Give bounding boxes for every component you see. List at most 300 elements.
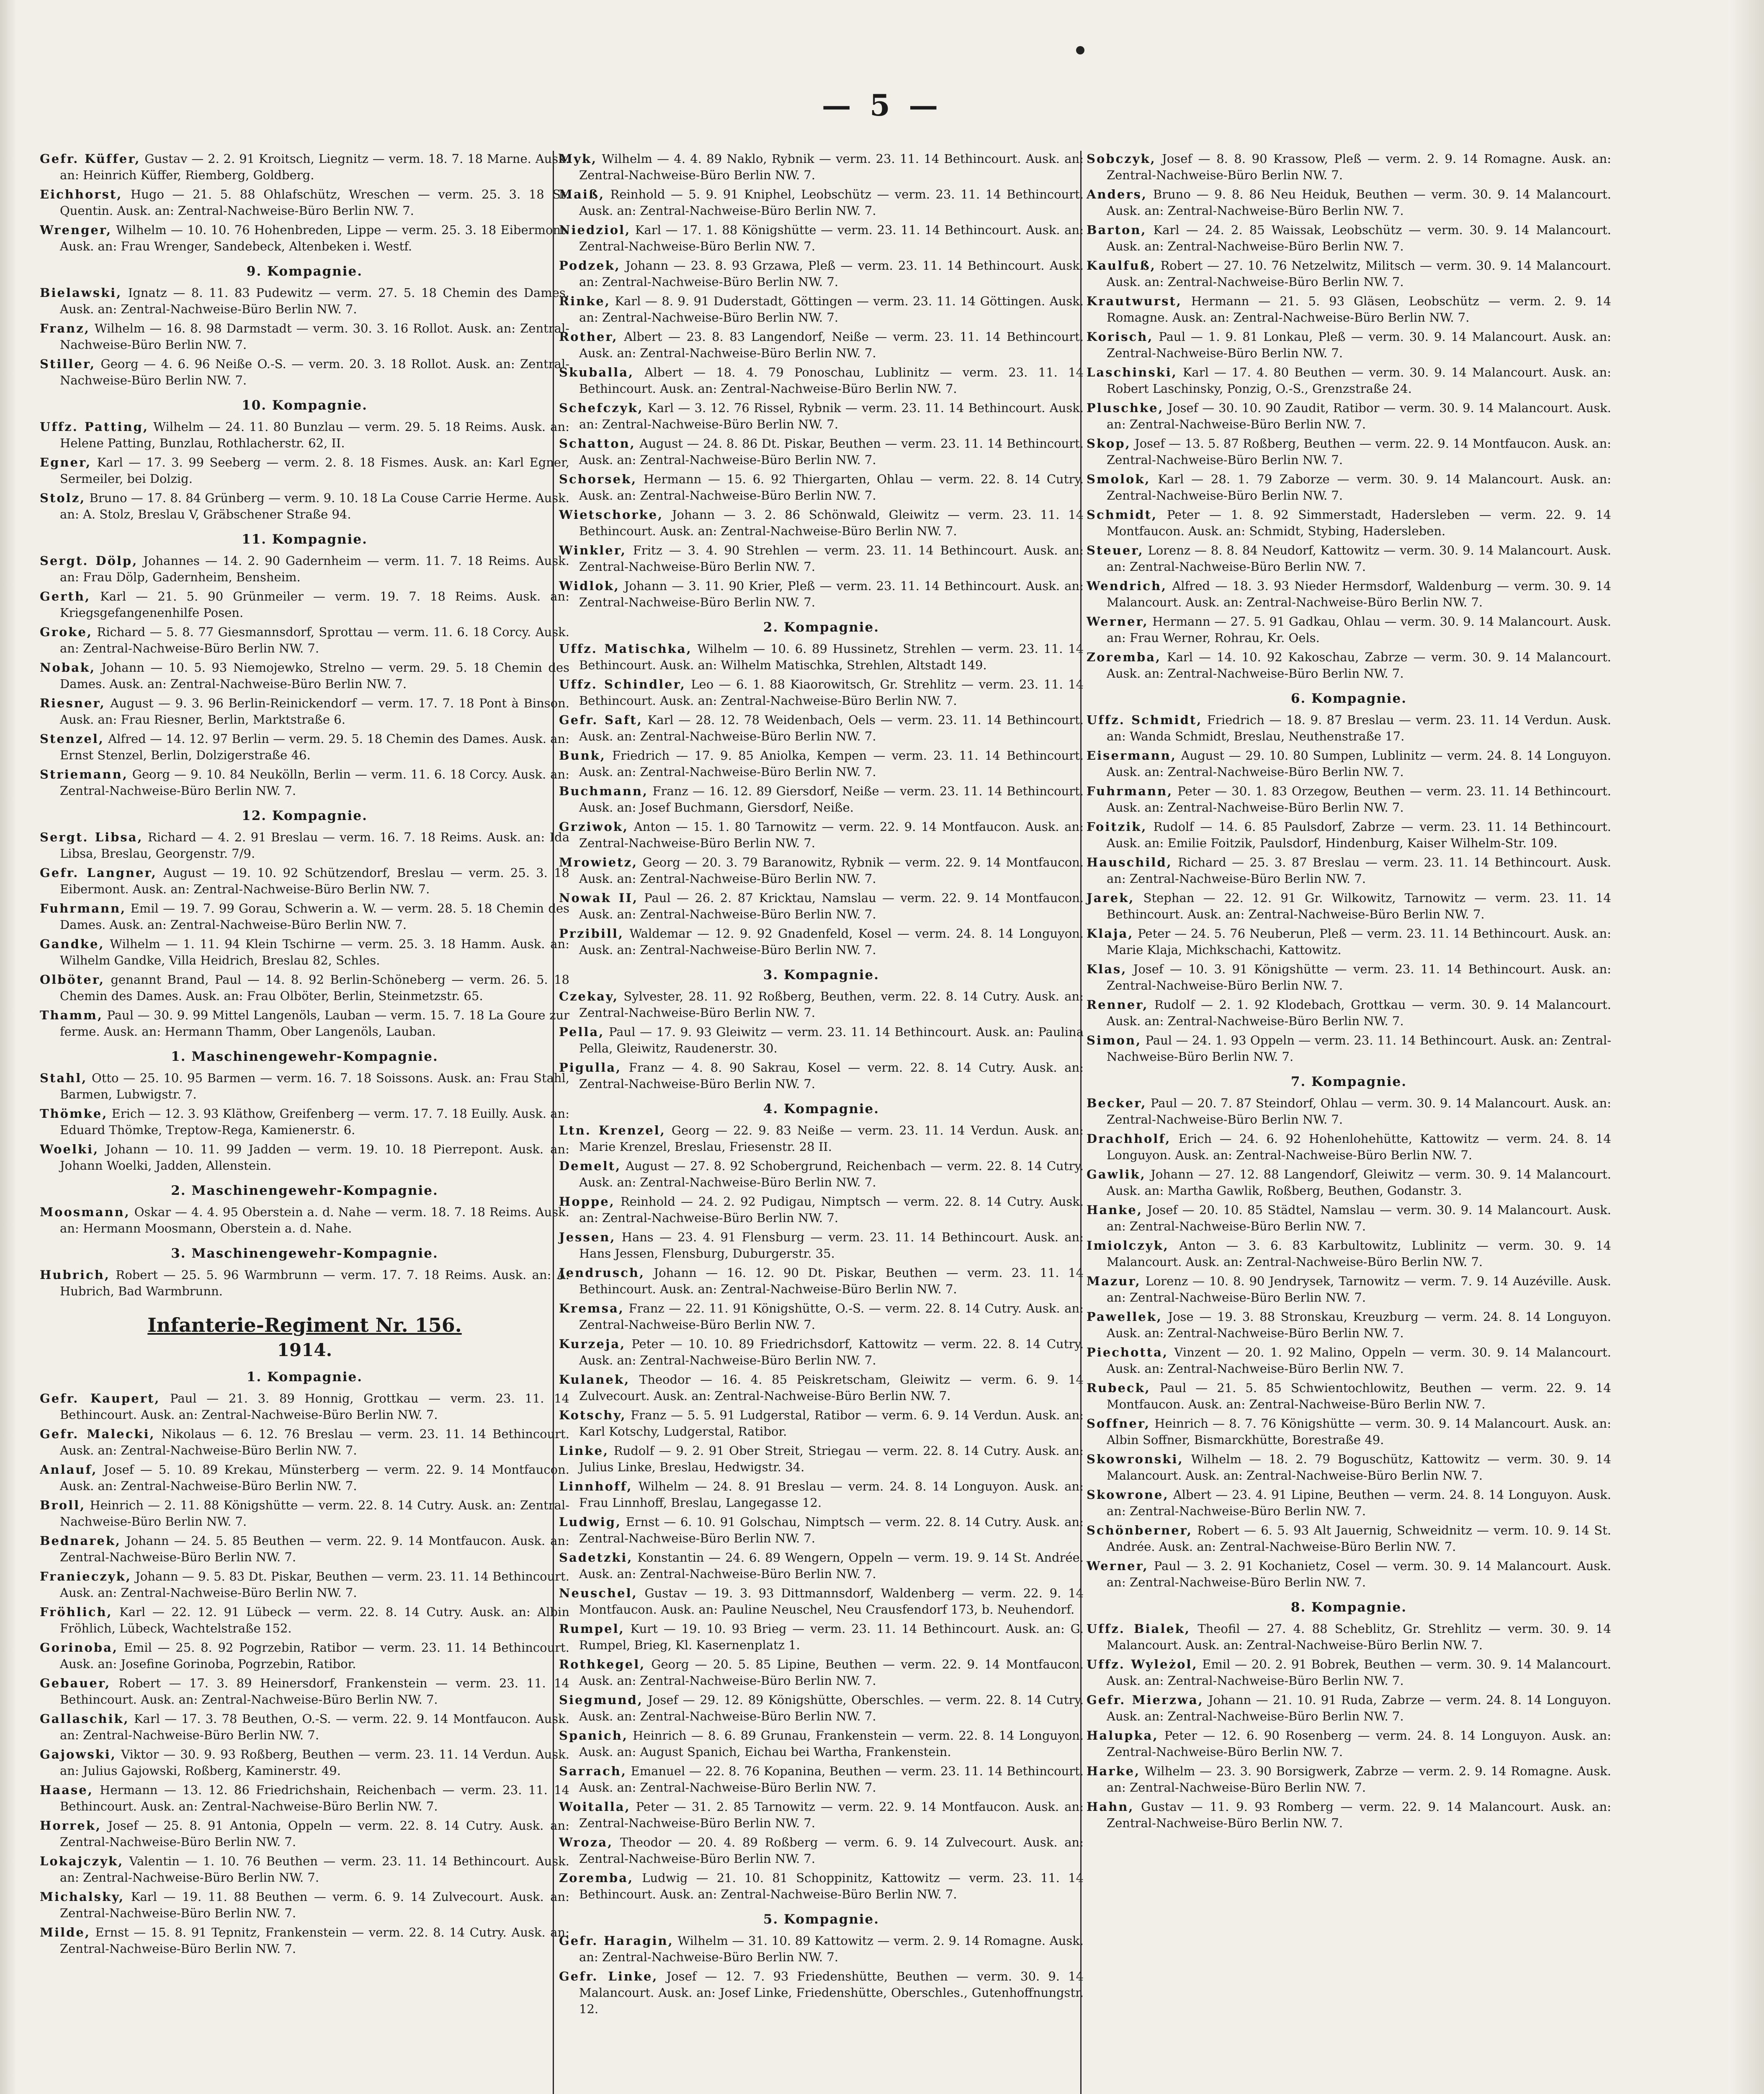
entry-name: Przibill,: [559, 926, 624, 941]
entry-name: Michalsky,: [40, 1890, 125, 1904]
entry-details: Gustav — 2. 2. 91 Kroitsch, Liegnitz — verm. 18. 7. 18 Marne. Ausk. an: Heinrich Küffer, Riemberg, Goldberg.: [60, 152, 569, 182]
list-entry: [40, 186, 569, 219]
list-entry: [559, 364, 1084, 397]
entry-details: Johannes — 14. 2. 90 Gadernheim — verm. 11. 7. 18 Reims. Ausk. an: Frau Dölp, Gadernheim, Bensheim.: [60, 554, 569, 584]
entry-details: Lorenz — 8. 8. 84 Neudorf, Kattowitz — verm. 30. 9. 14 Malancourt. Ausk. an: Zentral-Nachweise-Büro Berlin NW. 7.: [1107, 543, 1611, 574]
list-entry: [40, 1568, 569, 1601]
entry-name: Klaja,: [1087, 926, 1134, 941]
list-entry: [40, 695, 569, 728]
list-entry: [40, 1390, 569, 1423]
list-entry: [559, 1300, 1084, 1333]
entry-name: Pluschke,: [1087, 401, 1164, 415]
entry-details: Karl — 3. 12. 76 Rissel, Rybnik — verm. 23. 11. 14 Bethincourt. Ausk. an: Zentral-Nachweise-Büro Berlin NW. 7.: [579, 401, 1084, 431]
list-entry: [1087, 329, 1611, 361]
entry-details: Georg — 22. 9. 83 Neiße — verm. 23. 11. 14 Verdun. Ausk. an: Marie Krenzel, Breslau, Friesenstr. 28 II.: [579, 1123, 1084, 1154]
entry-details: Josef — 13. 5. 87 Roßberg, Beuthen — verm. 22. 9. 14 Montfaucon. Ausk. an: Zentral-Nachweise-Büro Berlin NW. 7.: [1107, 436, 1611, 467]
list-entry: [559, 1728, 1084, 1760]
list-entry: [559, 1443, 1084, 1475]
entry-details: Johann — 21. 10. 91 Ruda, Zabrze — verm. 24. 8. 14 Longuyon. Ausk. an: Zentral-Nachweise-Büro Berlin NW. 7.: [1107, 1693, 1611, 1723]
entry-name: Linke,: [559, 1444, 609, 1458]
list-entry: [40, 972, 569, 1004]
list-entry: [40, 1675, 569, 1708]
list-entry: [559, 1372, 1084, 1404]
entry-name: Sergt. Dölp,: [40, 554, 138, 568]
entry-details: Franz — 16. 12. 89 Giersdorf, Neiße — verm. 23. 11. 14 Bethincourt. Ausk. an: Josef Buchmann, Giersdorf, Neiße.: [579, 784, 1084, 815]
company-heading: 10. Kompagnie.: [242, 398, 368, 413]
list-entry: [559, 258, 1084, 290]
list-entry: [40, 1426, 569, 1459]
entry-details: Friedrich — 17. 9. 85 Aniolka, Kempen — verm. 23. 11. 14 Bethincourt. Ausk. an: Zentral-Nachweise-Büro Berlin NW. 7.: [579, 748, 1084, 779]
entry-details: Josef — 25. 8. 91 Antonia, Oppeln — verm. 22. 8. 14 Cutry. Ausk. an: Zentral-Nachweise-Büro Berlin NW. 7.: [60, 1818, 569, 1849]
entry-name: Harke,: [1087, 1764, 1141, 1778]
entry-name: Mrowietz,: [559, 855, 638, 869]
entry-details: Albert — 23. 4. 91 Lipine, Beuthen — verm. 24. 8. 14 Longuyon. Ausk. an: Zentral-Nachweise-Büro Berlin NW. 7.: [1107, 1488, 1611, 1518]
list-entry: [1087, 258, 1611, 290]
entry-name: Buchmann,: [559, 784, 649, 798]
entry-details: Hermann — 15. 6. 92 Thiergarten, Ohlau — verm. 22. 8. 14 Cutry. Ausk. an: Zentral-Nachweise-Büro Berlin NW. 7.: [579, 472, 1084, 503]
list-entry: [40, 285, 569, 317]
entry-name: Woelki,: [40, 1142, 99, 1156]
list-entry: [559, 748, 1084, 780]
entry-name: Gajowski,: [40, 1747, 116, 1761]
entry-details: Franz — 4. 8. 90 Sakrau, Kosel — verm. 22. 8. 14 Cutry. Ausk. an: Zentral-Nachweise-Büro Berlin NW. 7.: [579, 1060, 1084, 1091]
entry-details: Albert — 23. 8. 83 Langendorf, Neiße — verm. 23. 11. 14 Bethincourt. Ausk. an: Zentral-Nachweise-Büro Berlin NW. 7.: [579, 330, 1084, 360]
entry-details: Hans — 23. 4. 91 Flensburg — verm. 23. 11. 14 Bethincourt. Ausk. an: Hans Jessen, Flensburg, Duburgerstr. 35.: [579, 1230, 1084, 1261]
list-entry: [1087, 712, 1611, 745]
entry-details: Fritz — 3. 4. 90 Strehlen — verm. 23. 11. 14 Bethincourt. Ausk. an: Zentral-Nachweise-Büro Berlin NW. 7.: [579, 543, 1084, 574]
entry-name: Rinke,: [559, 294, 610, 308]
entry-details: Johann — 9. 5. 83 Dt. Piskar, Beuthen — verm. 23. 11. 14 Bethincourt. Ausk. an: Zentral-Nachweise-Büro Berlin NW. 7.: [60, 1569, 569, 1600]
list-entry: [559, 819, 1084, 851]
list-entry: [1087, 507, 1611, 539]
entry-name: Striemann,: [40, 767, 128, 781]
list-entry: [559, 1550, 1084, 1582]
list-entry: [1087, 748, 1611, 780]
list-entry: [1087, 997, 1611, 1029]
entry-name: Bunk,: [559, 748, 606, 763]
entry-name: Spanich,: [559, 1728, 628, 1743]
entry-details: Paul — 21. 5. 85 Schwientochlowitz, Beuthen — verm. 22. 9. 14 Montfaucon. Ausk. an: Zentral-Nachweise-Büro Berlin NW. 7.: [1107, 1381, 1611, 1411]
company-heading: 3. Kompagnie.: [763, 967, 880, 983]
entry-details: Paul — 3. 2. 91 Kochanietz, Cosel — verm. 30. 9. 14 Malancourt. Ausk. an: Zentral-Nachweise-Büro Berlin NW. 7.: [1107, 1559, 1611, 1589]
entry-details: Konstantin — 24. 6. 89 Wengern, Oppeln — verm. 19. 9. 14 St. Andrée. Ausk. an: Zentral-Nachweise-Büro Berlin NW. 7.: [579, 1550, 1084, 1581]
entry-name: Laschinski,: [1087, 365, 1177, 379]
entry-details: Reinhold — 24. 2. 92 Pudigau, Nimptsch — verm. 22. 8. 14 Cutry. Ausk. an: Zentral-Nachweise-Büro Berlin NW. 7.: [579, 1194, 1084, 1225]
entry-name: Sobczyk,: [1087, 152, 1156, 166]
entry-details: Oskar — 4. 4. 95 Oberstein a. d. Nahe — verm. 18. 7. 18 Reims. Ausk. an: Hermann Moosmann, Oberstein a. d. Nahe.: [60, 1205, 569, 1235]
entry-name: Neuschel,: [559, 1586, 638, 1600]
entry-name: Jarek,: [1087, 891, 1135, 905]
entry-details: Johann — 23. 8. 93 Grzawa, Pleß — verm. 23. 11. 14 Bethincourt. Ausk. an: Zentral-Nachweise-Büro Berlin NW. 7.: [579, 258, 1084, 289]
entry-details: Peter — 30. 1. 83 Orzegow, Beuthen — verm. 23. 11. 14 Bethincourt. Ausk. an: Zentral-Nachweise-Büro Berlin NW. 7.: [1107, 784, 1611, 815]
entry-name: Niedziol,: [559, 223, 631, 237]
list-entry: [559, 676, 1084, 709]
entry-name: Groke,: [40, 625, 93, 639]
list-entry: [1087, 471, 1611, 504]
entry-name: Gefr. Linke,: [559, 1969, 658, 1983]
entry-name: Thamm,: [40, 1008, 103, 1022]
entry-details: Franz — 22. 11. 91 Königshütte, O.-S. — verm. 22. 8. 14 Cutry. Ausk. an: Zentral-Nachweise-Büro Berlin NW. 7.: [579, 1301, 1084, 1332]
entry-details: Karl — 24. 2. 85 Waissak, Leobschütz — verm. 30. 9. 14 Malancourt. Ausk. an: Zentral-Nachweise-Büro Berlin NW. 7.: [1107, 223, 1611, 253]
entry-details: Peter — 12. 6. 90 Rosenberg — verm. 24. 8. 14 Longuyon. Ausk. an: Zentral-Nachweise-Büro Berlin NW. 7.: [1107, 1728, 1611, 1759]
entry-details: Peter — 10. 10. 89 Friedrichsdorf, Kattowitz — verm. 22. 8. 14 Cutry. Ausk. an: Zentral-Nachweise-Büro Berlin NW. 7.: [579, 1337, 1084, 1367]
list-entry: [40, 766, 569, 799]
list-entry: [559, 926, 1084, 958]
entry-details: Alfred — 14. 12. 97 Berlin — verm. 29. 5. 18 Chemin des Dames. Ausk. an: Ernst Stenzel, Berlin, Dolzigerstraße 46.: [60, 732, 569, 762]
entry-details: Peter — 1. 8. 92 Simmerstadt, Hadersleben — verm. 22. 9. 14 Montfaucon. Ausk. an: Schmidt, Stybing, Hadersleben.: [1107, 508, 1611, 538]
entry-name: Schorsek,: [559, 472, 637, 486]
entry-details: August — 29. 10. 80 Sumpen, Lublinitz — verm. 24. 8. 14 Longuyon. Ausk. an: Zentral-Nachweise-Büro Berlin NW. 7.: [1107, 748, 1611, 779]
entry-name: Linnhoff,: [559, 1479, 633, 1493]
entry-details: Robert — 25. 5. 96 Warmbrunn — verm. 17. 7. 18 Reims. Ausk. an: A. Hubrich, Bad Warmbrunn.: [60, 1268, 569, 1298]
list-entry: [559, 854, 1084, 887]
list-entry: [1087, 1522, 1611, 1555]
entry-details: Emil — 20. 2. 91 Bobrek, Beuthen — verm. 30. 9. 14 Malancourt. Ausk. an: Zentral-Nachweise-Büro Berlin NW. 7.: [1107, 1657, 1611, 1688]
list-entry: [559, 712, 1084, 745]
entry-name: Schefczyk,: [559, 401, 644, 415]
list-entry: [1087, 578, 1611, 611]
entry-details: Johann — 27. 12. 88 Langendorf, Gleiwitz — verm. 30. 9. 14 Malancourt. Ausk. an: Martha Gawlik, Roßberg, Beuthen, Godanstr. 3.: [1107, 1167, 1611, 1198]
entry-details: Paul — 21. 3. 89 Honnig, Grottkau — verm. 23. 11. 14 Bethincourt. Ausk. an: Zentral-Nachweise-Büro Berlin NW. 7.: [60, 1391, 569, 1422]
list-entry: [40, 660, 569, 692]
entry-name: Demelt,: [559, 1159, 621, 1173]
list-entry: [40, 1782, 569, 1815]
list-entry: [1087, 819, 1611, 851]
entry-details: Bruno — 9. 8. 86 Neu Heiduk, Beuthen — verm. 30. 9. 14 Malancourt. Ausk. an: Zentral-Nachweise-Büro Berlin NW. 7.: [1107, 187, 1611, 218]
entry-name: Uffz. Schmidt,: [1087, 713, 1203, 727]
list-entry: [1087, 1558, 1611, 1591]
entry-details: Josef — 29. 12. 89 Königshütte, Oberschles. — verm. 22. 8. 14 Cutry. Ausk. an: Zentral-Nachweise-Büro Berlin NW. 7.: [579, 1693, 1084, 1723]
entry-name: Klas,: [1087, 962, 1127, 976]
entry-name: Milde,: [40, 1925, 90, 1939]
entry-details: Johann — 16. 12. 90 Dt. Piskar, Beuthen — verm. 23. 11. 14 Bethincourt. Ausk. an: Zentral-Nachweise-Büro Berlin NW. 7.: [579, 1266, 1084, 1296]
entry-name: Steuer,: [1087, 543, 1144, 557]
entry-name: Stiller,: [40, 357, 96, 371]
entry-details: Nikolaus — 6. 12. 76 Breslau — verm. 23. 11. 14 Bethincourt. Ausk. an: Zentral-Nachweise-Büro Berlin NW. 7.: [60, 1427, 569, 1457]
entry-details: Karl — 19. 11. 88 Beuthen — verm. 6. 9. 14 Zulvecourt. Ausk. an: Zentral-Nachweise-Büro Berlin NW. 7.: [60, 1890, 569, 1920]
entry-details: Richard — 25. 3. 87 Breslau — verm. 23. 11. 14 Bethincourt. Ausk. an: Zentral-Nachweise-Büro Berlin NW. 7.: [1107, 855, 1611, 886]
entry-name: Halupka,: [1087, 1728, 1159, 1743]
entry-details: Karl — 14. 10. 92 Kakoschau, Zabrze — verm. 30. 9. 14 Malancourt. Ausk. an: Zentral-Nachweise-Büro Berlin NW. 7.: [1107, 650, 1611, 681]
entry-details: Anton — 3. 6. 83 Karbultowitz, Lublinitz — verm. 30. 9. 14 Malancourt. Ausk. an: Zentral-Nachweise-Büro Berlin NW. 7.: [1107, 1238, 1611, 1269]
entry-details: Viktor — 30. 9. 93 Roßberg, Beuthen — verm. 23. 11. 14 Verdun. Ausk. an: Julius Gajowski, Roßberg, Kaminerstr. 49.: [60, 1747, 569, 1778]
entry-name: Bielawski,: [40, 286, 122, 300]
entry-name: Hahn,: [1087, 1800, 1134, 1814]
entry-name: Franz,: [40, 321, 90, 335]
entry-details: Johann — 24. 5. 85 Beuthen — verm. 22. 9. 14 Montfaucon. Ausk. an: Zentral-Nachweise-Büro Berlin NW. 7.: [60, 1534, 569, 1564]
entry-details: Gustav — 19. 3. 93 Dittmannsdorf, Waldenberg — verm. 22. 9. 14 Montfaucon. Ausk. an: Pauline Neuschel, Neu Crausfendorf 173, b. Neuhendorf.: [579, 1586, 1084, 1617]
list-entry: [1087, 926, 1611, 958]
list-entry: [1087, 854, 1611, 887]
entry-name: Anlauf,: [40, 1462, 98, 1477]
entry-details: Karl — 8. 9. 91 Duderstadt, Göttingen — verm. 23. 11. 14 Göttingen. Ausk. an: Zentral-Nachweise-Büro Berlin NW. 7.: [579, 294, 1084, 325]
entry-name: Kurzeja,: [559, 1337, 626, 1351]
entry-name: Wrenger,: [40, 223, 112, 237]
list-entry: [559, 1834, 1084, 1867]
list-entry: [559, 1933, 1084, 1965]
entry-name: Gefr. Saft,: [559, 713, 643, 727]
scan-left-edge: [0, 0, 17, 2094]
entry-details: Paul — 20. 7. 87 Steindorf, Ohlau — verm. 30. 9. 14 Malancourt. Ausk. an: Zentral-Nachweise-Büro Berlin NW. 7.: [1107, 1096, 1611, 1127]
entry-name: Pawellek,: [1087, 1310, 1162, 1324]
entry-details: Georg — 20. 3. 79 Baranowitz, Rybnik — verm. 22. 9. 14 Montfaucon. Ausk. an: Zentral-Nachweise-Büro Berlin NW. 7.: [579, 855, 1084, 886]
entry-name: Zoremba,: [559, 1871, 634, 1885]
entry-name: Barton,: [1087, 223, 1147, 237]
list-entry: [559, 1229, 1084, 1262]
entry-details: Wilhelm — 31. 10. 89 Kattowitz — verm. 2. 9. 14 Romagne. Ausk. an: Zentral-Nachweise-Büro Berlin NW. 7.: [579, 1934, 1084, 1964]
list-entry: [1087, 614, 1611, 646]
list-entry: [1087, 1799, 1611, 1831]
entry-details: Franz — 5. 5. 91 Ludgerstal, Ratibor — verm. 6. 9. 14 Verdun. Ausk. an: Karl Kotschy, Ludgerstal, Ratibor.: [579, 1408, 1084, 1439]
list-entry: [559, 1514, 1084, 1547]
list-entry: [40, 454, 569, 487]
list-entry: [40, 1604, 569, 1637]
list-entry: [40, 553, 569, 585]
entry-name: Wroza,: [559, 1835, 613, 1849]
entry-name: Gawlik,: [1087, 1167, 1146, 1181]
entry-details: Richard — 5. 8. 77 Giesmannsdorf, Sprottau — verm. 11. 6. 18 Corcy. Ausk. an: Zentral-Nachweise-Büro Berlin NW. 7.: [60, 625, 569, 655]
entry-name: Kotschy,: [559, 1408, 626, 1422]
list-entry: [559, 783, 1084, 816]
entry-details: Heinrich — 2. 11. 88 Königshütte — verm. 22. 8. 14 Cutry. Ausk. an: Zentral-Nachweise-Büro Berlin NW. 7.: [60, 1498, 569, 1529]
entry-name: Eisermann,: [1087, 748, 1177, 763]
entry-details: Rudolf — 14. 6. 85 Paulsdorf, Zabrze — verm. 23. 11. 14 Bethincourt. Ausk. an: Emilie Foitzik, Paulsdorf, Hindenburg, Kaiser Wilhelm-Str. 109.: [1107, 820, 1611, 850]
entry-details: Ignatz — 8. 11. 83 Pudewitz — verm. 27. 5. 18 Chemin des Dames. Ausk. an: Zentral-Nachweise-Büro Berlin NW. 7.: [60, 286, 569, 316]
list-entry: [40, 1889, 569, 1921]
entry-details: Emanuel — 22. 8. 76 Kopanina, Beuthen — verm. 23. 11. 14 Bethincourt. Ausk. an: Zentral-Nachweise-Büro Berlin NW. 7.: [579, 1764, 1084, 1795]
list-entry: [1087, 1692, 1611, 1725]
entry-name: Gerth,: [40, 589, 91, 603]
list-entry: [40, 1746, 569, 1779]
list-entry: [1087, 1763, 1611, 1796]
entry-details: August — 24. 8. 86 Dt. Piskar, Beuthen — verm. 23. 11. 14 Bethincourt. Ausk. an: Zentral-Nachweise-Büro Berlin NW. 7.: [579, 436, 1084, 467]
entry-details: Josef — 12. 7. 93 Friedenshütte, Beuthen — verm. 30. 9. 14 Malancourt. Ausk. an: Josef Linke, Friedenshütte, Oberschles., Gutenhoffnungstr. 12.: [579, 1969, 1084, 2016]
list-entry: [1087, 542, 1611, 575]
entry-name: Hubrich,: [40, 1268, 110, 1282]
entry-name: Olböter,: [40, 972, 105, 987]
entry-name: Stolz,: [40, 491, 86, 505]
entry-name: Werner,: [1087, 1559, 1149, 1573]
entry-details: Hugo — 21. 5. 88 Ohlafschütz, Wreschen — verm. 25. 3. 18 St. Quentin. Ausk. an: Zentral-Nachweise-Büro Berlin NW. 7.: [60, 187, 569, 218]
entry-details: Karl — 17. 1. 88 Königshütte — verm. 23. 11. 14 Bethincourt. Ausk. an: Zentral-Nachweise-Büro Berlin NW. 7.: [579, 223, 1084, 253]
entry-details: Vinzent — 20. 1. 92 Malino, Oppeln — verm. 30. 9. 14 Malancourt. Ausk. an: Zentral-Nachweise-Büro Berlin NW. 7.: [1107, 1345, 1611, 1376]
list-entry: [1087, 293, 1611, 326]
entry-name: Fröhlich,: [40, 1605, 113, 1619]
entry-details: Rudolf — 9. 2. 91 Ober Streit, Striegau — verm. 22. 8. 14 Cutry. Ausk. an: Julius Linke, Breslau, Hedwigstr. 34.: [579, 1444, 1084, 1474]
list-entry: [1087, 1309, 1611, 1341]
entry-details: Albert — 18. 4. 79 Ponoschau, Lublinitz — verm. 23. 11. 14 Bethincourt. Ausk. an: Zentral-Nachweise-Büro Berlin NW. 7.: [579, 365, 1084, 396]
list-entry: [559, 1692, 1084, 1725]
list-entry: [1087, 1416, 1611, 1448]
list-entry: [1087, 186, 1611, 219]
list-entry: [40, 1007, 569, 1040]
company-heading: 1. Maschinengewehr-Kompagnie.: [171, 1049, 438, 1064]
entry-name: Skowronski,: [1087, 1452, 1184, 1466]
entry-details: Wilhelm — 24. 11. 80 Bunzlau — verm. 29. 5. 18 Reims. Ausk. an: Helene Patting, Bunzlau, Rothlacherstr. 62, II.: [60, 420, 569, 450]
entry-details: Otto — 25. 10. 95 Barmen — verm. 16. 7. 18 Soissons. Ausk. an: Frau Stahl, Barmen, Lubwigstr. 7.: [60, 1071, 569, 1101]
entry-name: Schönberner,: [1087, 1523, 1192, 1537]
list-entry: [1087, 364, 1611, 397]
company-heading: 3. Maschinengewehr-Kompagnie.: [171, 1246, 438, 1261]
entry-name: Sadetzki,: [559, 1550, 633, 1565]
column-middle: [553, 151, 1084, 2094]
entry-details: Georg — 9. 10. 84 Neukölln, Berlin — verm. 11. 6. 18 Corcy. Ausk. an: Zentral-Nachweise-Büro Berlin NW. 7.: [60, 767, 569, 798]
entry-details: Johann — 3. 2. 86 Schönwald, Gleiwitz — verm. 23. 11. 14 Bethincourt. Ausk. an: Zentral-Nachweise-Büro Berlin NW. 7.: [579, 508, 1084, 538]
list-entry: [559, 641, 1084, 673]
list-entry: [559, 1265, 1084, 1297]
company-heading: 4. Kompagnie.: [763, 1101, 880, 1117]
list-entry: [559, 1656, 1084, 1689]
entry-details: Georg — 20. 5. 85 Lipine, Beuthen — verm. 22. 9. 14 Montfaucon. Ausk. an: Zentral-Nachweise-Büro Berlin NW. 7.: [579, 1657, 1084, 1688]
list-entry: [559, 151, 1084, 183]
entry-details: Paul — 30. 9. 99 Mittel Langenöls, Lauban — verm. 15. 7. 18 La Goure zur ferme. Ausk. an: Hermann Thamm, Ober Langenöls, Lauban.: [60, 1008, 569, 1039]
column-right: [1080, 151, 1611, 2094]
list-entry: [40, 1106, 569, 1138]
entry-details: Wilhelm — 4. 4. 89 Naklo, Rybnik — verm. 23. 11. 14 Bethincourt. Ausk. an: Zentral-Nachweise-Büro Berlin NW. 7.: [579, 152, 1084, 182]
entry-details: Alfred — 18. 3. 93 Nieder Hermsdorf, Waldenburg — verm. 30. 9. 14 Malancourt. Ausk. an: Zentral-Nachweise-Büro Berlin NW. 7.: [1107, 579, 1611, 609]
entry-name: Gefr. Haragin,: [559, 1934, 674, 1948]
list-entry: [559, 1194, 1084, 1226]
list-entry: [1087, 1380, 1611, 1413]
list-entry: [559, 400, 1084, 433]
list-entry: [40, 1533, 569, 1565]
entry-name: Haase,: [40, 1783, 93, 1797]
entry-details: Valentin — 1. 10. 76 Beuthen — verm. 23. 11. 14 Bethincourt. Ausk. an: Zentral-Nachweise-Büro Berlin NW. 7.: [60, 1854, 569, 1885]
column-left: [40, 151, 569, 2094]
list-entry: [40, 222, 569, 255]
entry-details: Robert — 17. 3. 89 Heinersdorf, Frankenstein — verm. 23. 11. 14 Bethincourt. Ausk. an: Zentral-Nachweise-Büro Berlin NW. 7.: [60, 1676, 569, 1707]
entry-name: Jessen,: [559, 1230, 616, 1244]
entry-name: Eichhorst,: [40, 187, 123, 201]
entry-details: Erich — 12. 3. 93 Kläthow, Greifenberg — verm. 17. 7. 18 Euilly. Ausk. an: Eduard Thömke, Treptow-Rega, Kamienerstr. 6.: [60, 1106, 569, 1137]
list-entry: [40, 1924, 569, 1957]
entry-name: Horrek,: [40, 1818, 101, 1833]
entry-name: Kaulfuß,: [1087, 258, 1156, 273]
entry-details: Robert — 6. 5. 93 Alt Jauernig, Schweidnitz — verm. 10. 9. 14 St. Andrée. Ausk. an: Zentral-Nachweise-Büro Berlin NW. 7.: [1107, 1523, 1611, 1554]
list-entry: [40, 1853, 569, 1886]
list-entry: [40, 865, 569, 897]
entry-name: Wendrich,: [1087, 579, 1167, 593]
list-entry: [40, 1462, 569, 1494]
entry-name: Uffz. Patting,: [40, 420, 149, 434]
entry-name: Mazur,: [1087, 1274, 1141, 1288]
list-entry: [559, 890, 1084, 923]
ink-dot: [1076, 46, 1084, 54]
entry-name: Drachholf,: [1087, 1132, 1171, 1146]
entry-details: Peter — 31. 2. 85 Tarnowitz — verm. 22. 9. 14 Montfaucon. Ausk. an: Zentral-Nachweise-Büro Berlin NW. 7.: [579, 1800, 1084, 1830]
list-entry: [559, 988, 1084, 1021]
list-entry: [559, 1024, 1084, 1057]
entry-details: Rudolf — 2. 1. 92 Klodebach, Grottkau — verm. 30. 9. 14 Malancourt. Ausk. an: Zentral-Nachweise-Büro Berlin NW. 7.: [1107, 998, 1611, 1028]
entry-details: Karl — 22. 12. 91 Lübeck — verm. 22. 8. 14 Cutry. Ausk. an: Albin Fröhlich, Lübeck, Wachtelstraße 152.: [60, 1605, 569, 1635]
list-entry: [1087, 222, 1611, 255]
list-entry: [559, 1585, 1084, 1618]
entry-details: Theodor — 20. 4. 89 Roßberg — verm. 6. 9. 14 Zulvecourt. Ausk. an: Zentral-Nachweise-Büro Berlin NW. 7.: [579, 1835, 1084, 1866]
list-entry: [40, 900, 569, 933]
company-heading: 2. Maschinengewehr-Kompagnie.: [171, 1183, 438, 1198]
list-entry: [40, 490, 569, 523]
entry-details: Wilhelm — 23. 3. 90 Borsigwerk, Zabrze — verm. 2. 9. 14 Romagne. Ausk. an: Zentral-Nachweise-Büro Berlin NW. 7.: [1107, 1764, 1611, 1795]
entry-name: Woitalla,: [559, 1800, 631, 1814]
entry-name: Imiolczyk,: [1087, 1238, 1169, 1253]
entry-details: Richard — 4. 2. 91 Breslau — verm. 16. 7. 18 Reims. Ausk. an: Ida Libsa, Breslau, Georgenstr. 7/9.: [60, 830, 569, 861]
list-entry: [559, 507, 1084, 539]
entry-name: Egner,: [40, 455, 92, 469]
list-entry: [559, 471, 1084, 504]
list-entry: [40, 624, 569, 657]
entry-name: Widlok,: [559, 579, 620, 593]
entry-details: Hermann — 27. 5. 91 Gadkau, Ohlau — verm. 30. 9. 14 Malancourt. Ausk. an: Frau Werner, Rohrau, Kr. Oels.: [1107, 614, 1611, 645]
company-heading: 12. Kompagnie.: [242, 808, 368, 823]
entry-name: Podzek,: [559, 258, 621, 273]
regiment-title: Infanterie-Regiment Nr. 156.: [147, 1314, 462, 1336]
entry-name: Skowrone,: [1087, 1488, 1169, 1502]
entry-details: Lorenz — 10. 8. 90 Jendrysek, Tarnowitz — verm. 7. 9. 14 Auzéville. Ausk. an: Zentral-Nachweise-Büro Berlin NW. 7.: [1107, 1274, 1611, 1305]
entry-name: Kulanek,: [559, 1372, 630, 1387]
company-heading: 8. Kompagnie.: [1290, 1600, 1407, 1615]
entry-details: Gustav — 11. 9. 93 Romberg — verm. 22. 9. 14 Malancourt. Ausk. an: Zentral-Nachweise-Büro Berlin NW. 7.: [1107, 1800, 1611, 1830]
entry-name: Schatton,: [559, 436, 636, 451]
list-entry: [40, 1204, 569, 1237]
entry-name: Hauschild,: [1087, 855, 1172, 869]
entry-details: Bruno — 17. 8. 84 Grünberg — verm. 9. 10. 18 La Couse Carrie Herme. Ausk. an: A. Stolz, Breslau V, Gräbschener Straße 94.: [60, 491, 569, 521]
entry-details: Waldemar — 12. 9. 92 Gnadenfeld, Kosel — verm. 24. 8. 14 Longuyon. Ausk. an: Zentral-Nachweise-Büro Berlin NW. 7.: [579, 926, 1084, 957]
list-entry: [1087, 783, 1611, 816]
list-entry: [1087, 1451, 1611, 1484]
entry-name: Gefr. Kaupert,: [40, 1391, 160, 1405]
entry-details: Ernst — 15. 8. 91 Tepnitz, Frankenstein — verm. 22. 8. 14 Cutry. Ausk. an: Zentral-Nachweise-Büro Berlin NW. 7.: [60, 1925, 569, 1956]
entry-details: Peter — 24. 5. 76 Neuberun, Pleß — verm. 23. 11. 14 Bethincourt. Ausk. an: Marie Klaja, Michkschachi, Kattowitz.: [1107, 926, 1611, 957]
entry-details: Hermann — 13. 12. 86 Friedrichshain, Reichenbach — verm. 23. 11. 14 Bethincourt. Ausk. an: Zentral-Nachweise-Büro Berlin NW. 7.: [60, 1783, 569, 1813]
entry-details: Paul — 24. 1. 93 Oppeln — verm. 23. 11. 14 Bethincourt. Ausk. an: Zentral-Nachweise-Büro Berlin NW. 7.: [1107, 1033, 1611, 1064]
list-entry: [1087, 1131, 1611, 1163]
entry-name: Gefr. Langner,: [40, 866, 157, 880]
entry-details: Theofil — 27. 4. 88 Scheblitz, Gr. Strehlitz — verm. 30. 9. 14 Malancourt. Ausk. an: Zentral-Nachweise-Büro Berlin NW. 7.: [1107, 1622, 1611, 1652]
entry-details: August — 19. 10. 92 Schützendorf, Breslau — verm. 25. 3. 18 Eibermont. Ausk. an: Zentral-Nachweise-Büro Berlin NW. 7.: [60, 866, 569, 896]
entry-details: Ludwig — 21. 10. 81 Schoppinitz, Kattowitz — verm. 23. 11. 14 Bethincourt. Ausk. an: Zentral-Nachweise-Büro Berlin NW. 7.: [579, 1871, 1084, 1901]
entry-name: Gorinoba,: [40, 1640, 118, 1655]
list-entry: [40, 419, 569, 451]
list-entry: [1087, 436, 1611, 468]
company-heading: 7. Kompagnie.: [1290, 1074, 1407, 1089]
list-entry: [40, 588, 569, 621]
company-heading: 1. Kompagnie.: [246, 1369, 363, 1385]
entry-name: Skop,: [1087, 436, 1131, 451]
list-entry: [1087, 1238, 1611, 1270]
entry-details: Paul — 26. 2. 87 Kricktau, Namslau — verm. 22. 9. 14 Montfaucon. Ausk. an: Zentral-Nachweise-Büro Berlin NW. 7.: [579, 891, 1084, 921]
page-number: — 5 —: [821, 88, 943, 123]
entry-name: Rother,: [559, 330, 618, 344]
entry-details: Theodor — 16. 4. 85 Peiskretscham, Gleiwitz — verm. 6. 9. 14 Zulvecourt. Ausk. an: Zentral-Nachweise-Büro Berlin NW. 7.: [579, 1372, 1084, 1403]
entry-name: Gefr. Mierzwa,: [1087, 1693, 1204, 1707]
entry-name: Nobak,: [40, 660, 96, 675]
entry-name: Bednarek,: [40, 1534, 121, 1548]
entry-name: Uffz. Bialek,: [1087, 1622, 1190, 1636]
company-heading: 9. Kompagnie.: [246, 264, 363, 279]
entry-details: Karl — 28. 12. 78 Weidenbach, Oels — verm. 23. 11. 14 Bethincourt. Ausk. an: Zentral-Nachweise-Büro Berlin NW. 7.: [579, 713, 1084, 743]
entry-name: Lokajczyk,: [40, 1854, 124, 1868]
entry-name: Schmidt,: [1087, 508, 1158, 522]
list-entry: [40, 356, 569, 389]
entry-details: Johann — 10. 11. 99 Jadden — verm. 19. 10. 18 Pierrepont. Ausk. an: Johann Woelki, Jadden, Allenstein.: [60, 1142, 569, 1173]
list-entry: [40, 1070, 569, 1103]
entry-name: Simon,: [1087, 1033, 1142, 1047]
entry-name: Sergt. Libsa,: [40, 830, 143, 844]
entry-name: Nowak II,: [559, 891, 639, 905]
list-entry: [559, 1763, 1084, 1796]
entry-name: Fuhrmann,: [1087, 784, 1173, 798]
entry-details: Friedrich — 18. 9. 87 Breslau — verm. 23. 11. 14 Verdun. Ausk. an: Wanda Schmidt, Breslau, Neuthenstraße 17.: [1107, 713, 1611, 743]
